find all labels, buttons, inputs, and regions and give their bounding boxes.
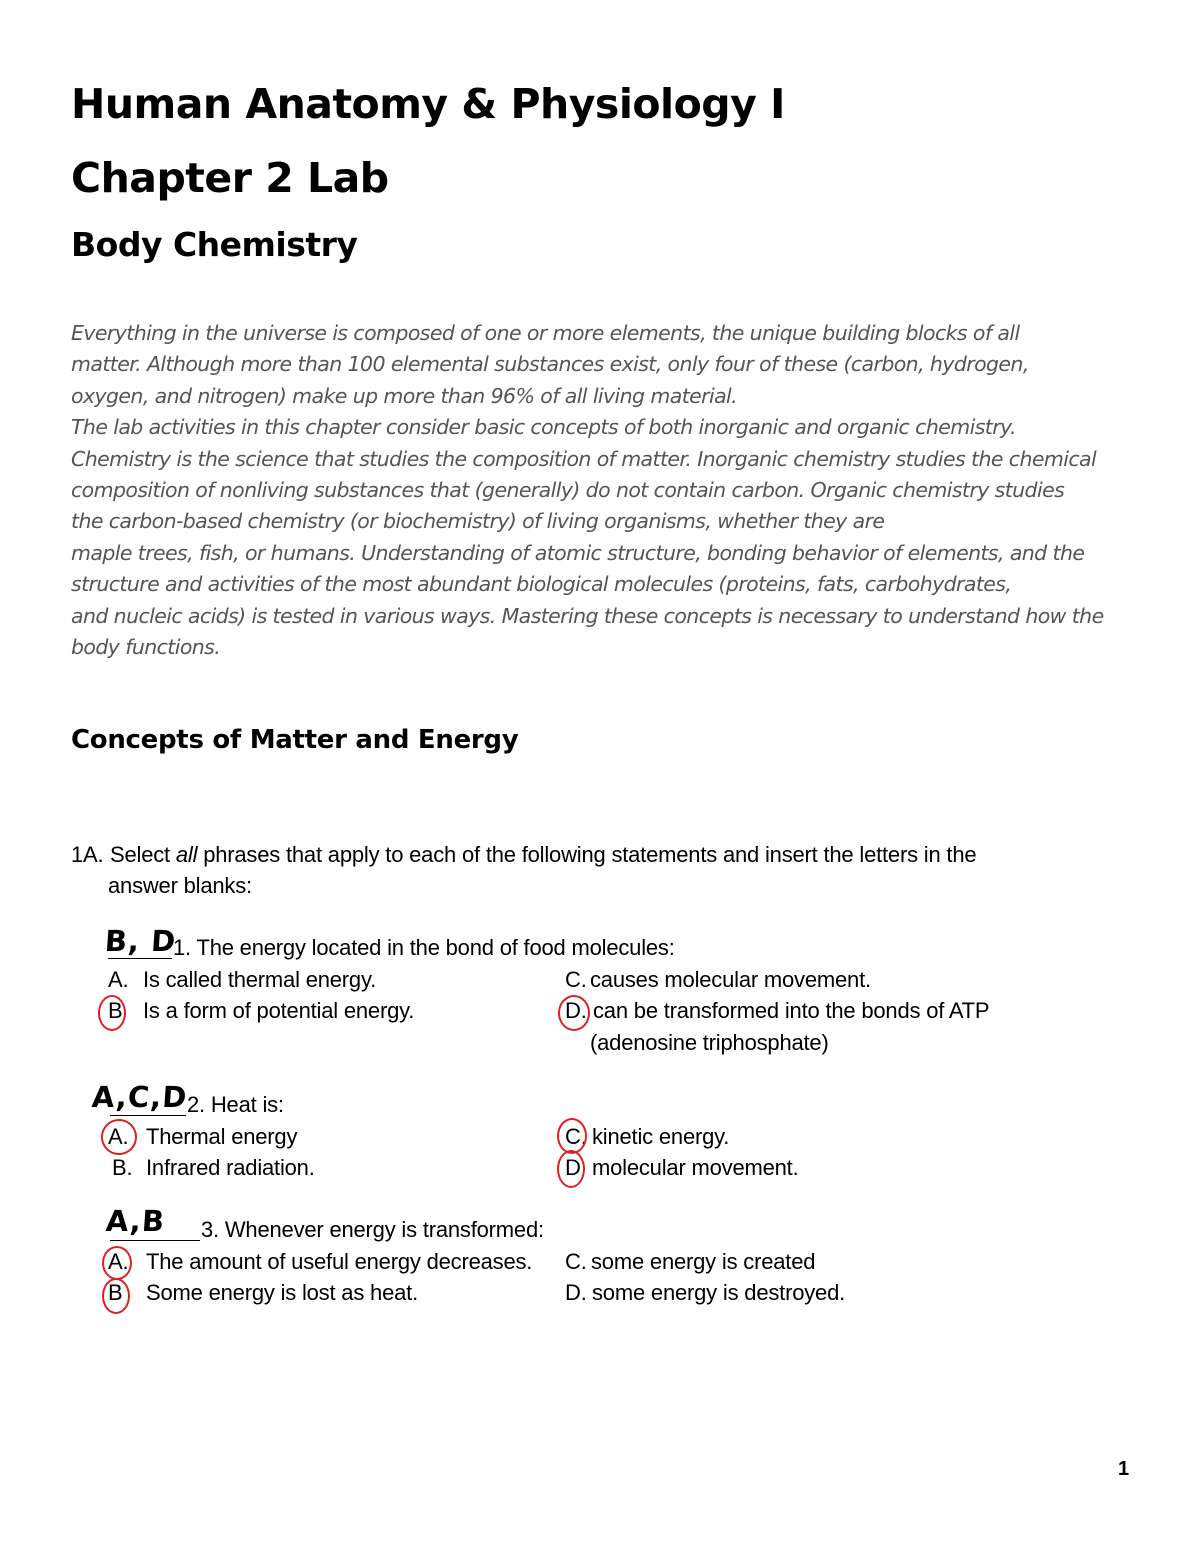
instruction-number: 1A. <box>71 842 104 867</box>
option-letter: C. <box>565 1124 587 1149</box>
answer-circle-mark <box>98 995 126 1031</box>
question-stem: 1. The energy located in the bond of food molecules: <box>173 935 675 960</box>
option-text: Infrared radiation. <box>146 1155 315 1180</box>
answer-circle-mark <box>102 1246 132 1280</box>
intro-line: structure and activities of the most abundant biological molecules (proteins, fats, carbohydrates, <box>71 572 1012 597</box>
option-text: Is a form of potential energy. <box>143 998 415 1023</box>
intro-line: oxygen, and nitrogen) make up more than 96% of all living material. <box>71 383 738 408</box>
intro-line: and nucleic acids) is tested in various ways. Mastering these concepts is necessary to understand how the <box>71 603 1104 628</box>
intro-line: The lab activities in this chapter consider basic concepts of both inorganic and organic chemistry. <box>71 415 1016 440</box>
option-text: some energy is destroyed. <box>592 1280 846 1305</box>
option-letter: A. <box>108 967 129 992</box>
option-letter: C. <box>565 967 587 992</box>
section-heading: Concepts of Matter and Energy <box>71 725 519 755</box>
handwritten-answer: B, D <box>103 924 178 958</box>
answer-blank <box>108 958 172 959</box>
option-letter: B <box>108 1280 123 1305</box>
handwritten-answer: A,B <box>104 1204 167 1238</box>
answer-circle-mark <box>102 1278 130 1314</box>
intro-line: the carbon-based chemistry (or biochemistry) of living organisms, whether they are <box>71 509 885 534</box>
chapter-title: Chapter 2 Lab <box>71 154 389 202</box>
instruction-pre: Select <box>110 842 176 867</box>
instruction-post: phrases that apply to each of the following statements and insert the letters in the <box>197 842 977 867</box>
option-letter: A. <box>108 1249 129 1274</box>
intro-paragraph <box>71 318 1146 663</box>
option-text: Some energy is lost as heat. <box>146 1280 418 1305</box>
answer-blank <box>110 1115 186 1116</box>
instruction-emphasis: all <box>175 842 198 867</box>
option-text: can be transformed into the bonds of ATP <box>593 998 990 1023</box>
instruction-text-line2: answer blanks: <box>108 873 252 898</box>
option-letter: A. <box>108 1124 129 1149</box>
document-title: Human Anatomy & Physiology I <box>71 80 785 128</box>
instruction-text <box>110 842 976 868</box>
option-text: The amount of useful energy decreases. <box>146 1249 533 1274</box>
answer-blank <box>110 1240 200 1241</box>
option-letter: D. <box>565 998 587 1023</box>
page-number: 1 <box>1118 1458 1130 1480</box>
option-text: Is called thermal energy. <box>143 967 377 992</box>
intro-line: Everything in the universe is composed of one or more elements, the unique building blocks of all <box>71 321 1020 345</box>
answer-circle-mark <box>557 1118 587 1154</box>
option-text: kinetic energy. <box>592 1124 730 1149</box>
intro-line: composition of nonliving substances that (generally) do not contain carbon. Organic chemistry studies <box>71 477 1065 502</box>
intro-line: Chemistry is the science that studies the composition of matter. Inorganic chemistry studies the chemical <box>71 446 1097 471</box>
chapter-subtitle: Body Chemistry <box>71 225 358 264</box>
option-letter: B <box>108 998 123 1023</box>
intro-line: matter. Although more than 100 elemental substances exist, only four of these (carbon, hydrogen, <box>71 352 1029 377</box>
option-letter: D. <box>565 1280 587 1305</box>
handwritten-answer: A,C,D <box>90 1080 189 1114</box>
option-text: some energy is created <box>591 1249 816 1274</box>
intro-line: maple trees, fish, or humans. Understanding of atomic structure, bonding behavior of elements, and the <box>71 540 1085 565</box>
option-text-continued: (adenosine triphosphate) <box>590 1030 829 1055</box>
option-text: causes molecular movement. <box>590 967 871 992</box>
option-letter: D <box>565 1155 581 1180</box>
option-letter: C. <box>565 1249 587 1274</box>
option-text: Thermal energy <box>146 1124 298 1149</box>
option-letter: B. <box>112 1155 133 1180</box>
intro-line: body functions. <box>71 634 221 659</box>
answer-circle-mark <box>557 1150 585 1188</box>
question-stem: 3. Whenever energy is transformed: <box>201 1217 544 1242</box>
question-stem: 2. Heat is: <box>187 1092 284 1117</box>
answer-circle-mark <box>558 995 590 1031</box>
option-text: molecular movement. <box>592 1155 799 1180</box>
answer-circle-mark <box>101 1119 137 1155</box>
